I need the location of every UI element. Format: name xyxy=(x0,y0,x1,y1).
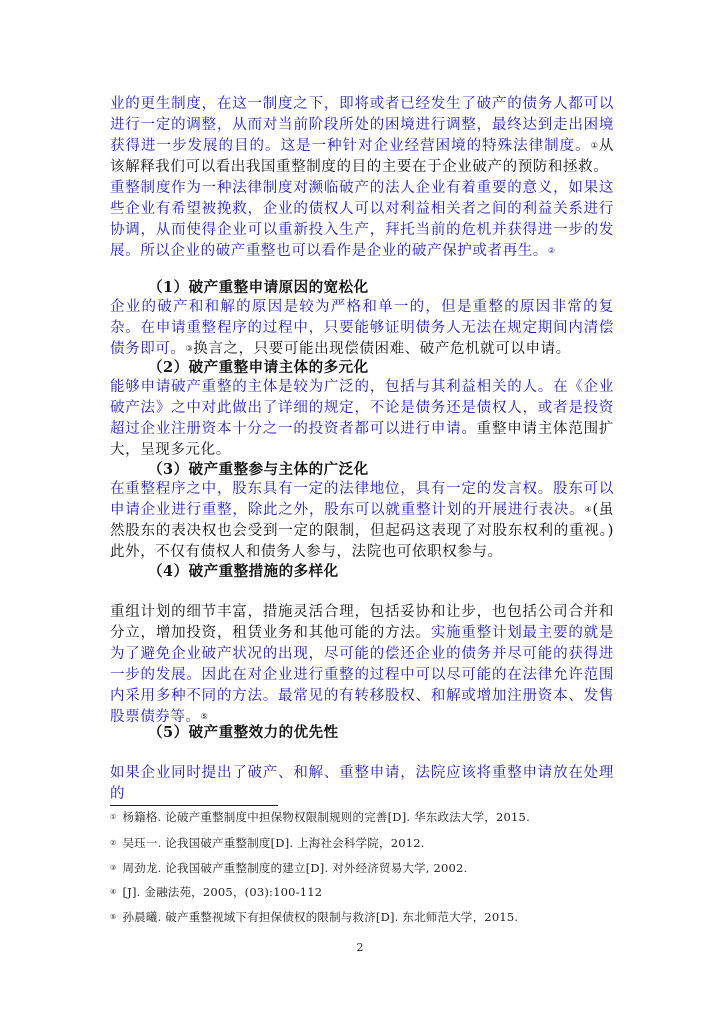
paragraph-participant-subject xyxy=(110,479,614,563)
footnote-ref-1[interactable]: ① xyxy=(590,141,599,150)
paragraph-text-blue: 在重整程序之中，股东具有一定的法律地位，具有一定的发言权。股东可以申请企业进行重整，除此之外，股东可以就重整计划的开展进行表决。 xyxy=(110,481,614,518)
paragraph-effect-priority: 如果企业同时提出了破产、和解、重整申请，法院应该将重整申请放在处理的 xyxy=(110,765,614,802)
footnote-separator xyxy=(110,805,278,806)
paragraph-reorganization-significance xyxy=(110,178,614,262)
paragraph-text-blue: 业的更生制度，在这一制度之下，即将或者已经发生了破产的债务人都可以进行一定的调整，从而对当前阶段所处的困境进行调整，最终达到走出困境获得进一步发展的目的。这是一种针对企业经营困境的特殊法律制度。 xyxy=(110,96,614,154)
footnote-1 xyxy=(110,809,630,825)
footnote-text: 周劲龙. 论我国破产重整制度的建立[D]. 对外经济贸易大学, 2002. xyxy=(122,861,468,875)
paragraph-text-black: 重组计划的细节丰富，措施灵活合理，包括妥协和让步，也包括公司合并和分立，增加投资，租赁业务和其他可能的方法。 xyxy=(110,604,614,641)
footnote-2 xyxy=(110,835,630,851)
paragraph-text-black: 从该解释我们可以看出我国重整制度的目的主要在于企业破产的预防和拯救。 xyxy=(110,138,614,175)
paragraph-text-black: (虽然股东的表决权也会受到一定的限制，但起码这表现了对股东权利的重视。)此外，不仅有债权人和债务人参与，法院也可依职权参与。 xyxy=(110,502,614,560)
footnote-mark: ③ xyxy=(110,864,117,872)
footnote-text: 吴珏一. 论我国破产重整制度[D]. 上海社会科学院，2012. xyxy=(122,836,425,850)
paragraph-application-reason xyxy=(110,297,614,360)
footnote-text: [J]. 金融法苑，2005，(03):100-112 xyxy=(122,885,323,899)
paragraph-text-blue: 实施重整计划最主要的就是为了避免企业破产状况的出现，尽可能的偿还企业的债务并尽可能的获得进一步的发展。因此在对企业进行重整的过程中可以尽可能的在法律允许范围内采用多种不同的方法。最常见的有转移股权、和解或增加注册资本、发售股票债券等。 xyxy=(110,625,614,725)
footnote-mark: ④ xyxy=(110,888,117,896)
paragraph-rehabilitation-definition xyxy=(110,94,614,178)
page-number: 2 xyxy=(356,941,364,954)
footnote-ref-4[interactable]: ④ xyxy=(584,505,593,514)
heading-measures-diversity: （4）破产重整措施的多样化 xyxy=(148,563,339,580)
footnote-mark: ② xyxy=(110,839,117,847)
heading-effect-priority: （5）破产重整效力的优先性 xyxy=(148,724,339,741)
heading-participant-subject: （3）破产重整参与主体的广泛化 xyxy=(148,461,369,478)
footnote-5 xyxy=(110,909,630,925)
footnote-mark: ① xyxy=(110,813,117,821)
paragraph-application-subject xyxy=(110,377,614,461)
footnote-mark: ⑤ xyxy=(110,913,117,921)
paragraph-text-black: 换言之，只要可能出现偿债困难、破产危机就可以申请。 xyxy=(193,341,571,357)
paragraph-text-blue: 能够申请破产重整的主体是较为广泛的，包括与其利益相关的人。在《企业破产法》之中对此做出了详细的规定，不论是债务还是债权人，或者是投资超过企业注册资本十分之一的投资者都可以进行申请。 xyxy=(110,379,614,437)
footnote-ref-3[interactable]: ③ xyxy=(185,344,194,353)
footnote-text: 杨籍格. 论破产重整制度中担保物权限制规则的完善[D]. 华东政法大学，2015. xyxy=(122,810,530,824)
footnote-ref-5[interactable]: ⑤ xyxy=(200,712,209,721)
footnote-4 xyxy=(110,884,630,900)
paragraph-text-blue: 企业的破产和和解的原因是较为严格和单一的，但是重整的原因非常的复杂。在申请重整程序的过程中，只要能够证明债务人无法在规定期间内清偿债务即可。 xyxy=(110,299,614,357)
paragraph-measures-diversity xyxy=(110,602,614,728)
footnote-text: 孙晨曦. 破产重整视域下有担保债权的限制与救济[D]. 东北师范大学，2015. xyxy=(122,910,519,924)
paragraph-text-blue: 重整制度作为一种法律制度对濒临破产的法人企业有着重要的意义，如果这些企业有希望被挽救，企业的债权人可以对利益相关者之间的利益关系进行协调，从而使得企业可以重新投入生产，拜托当前的危机并获得进一步的发展。所以企业的破产重整也可以看作是企业的破产保护或者再生。 xyxy=(110,180,614,259)
heading-application-subject: （2）破产重整申请主体的多元化 xyxy=(148,359,369,376)
footnote-3 xyxy=(110,860,630,876)
paragraph-text-black: 重整申请主体范围扩大，呈现多元化。 xyxy=(110,421,614,458)
heading-application-reason: （1）破产重整申请原因的宽松化 xyxy=(148,279,369,296)
footnote-ref-2[interactable]: ② xyxy=(547,246,556,255)
